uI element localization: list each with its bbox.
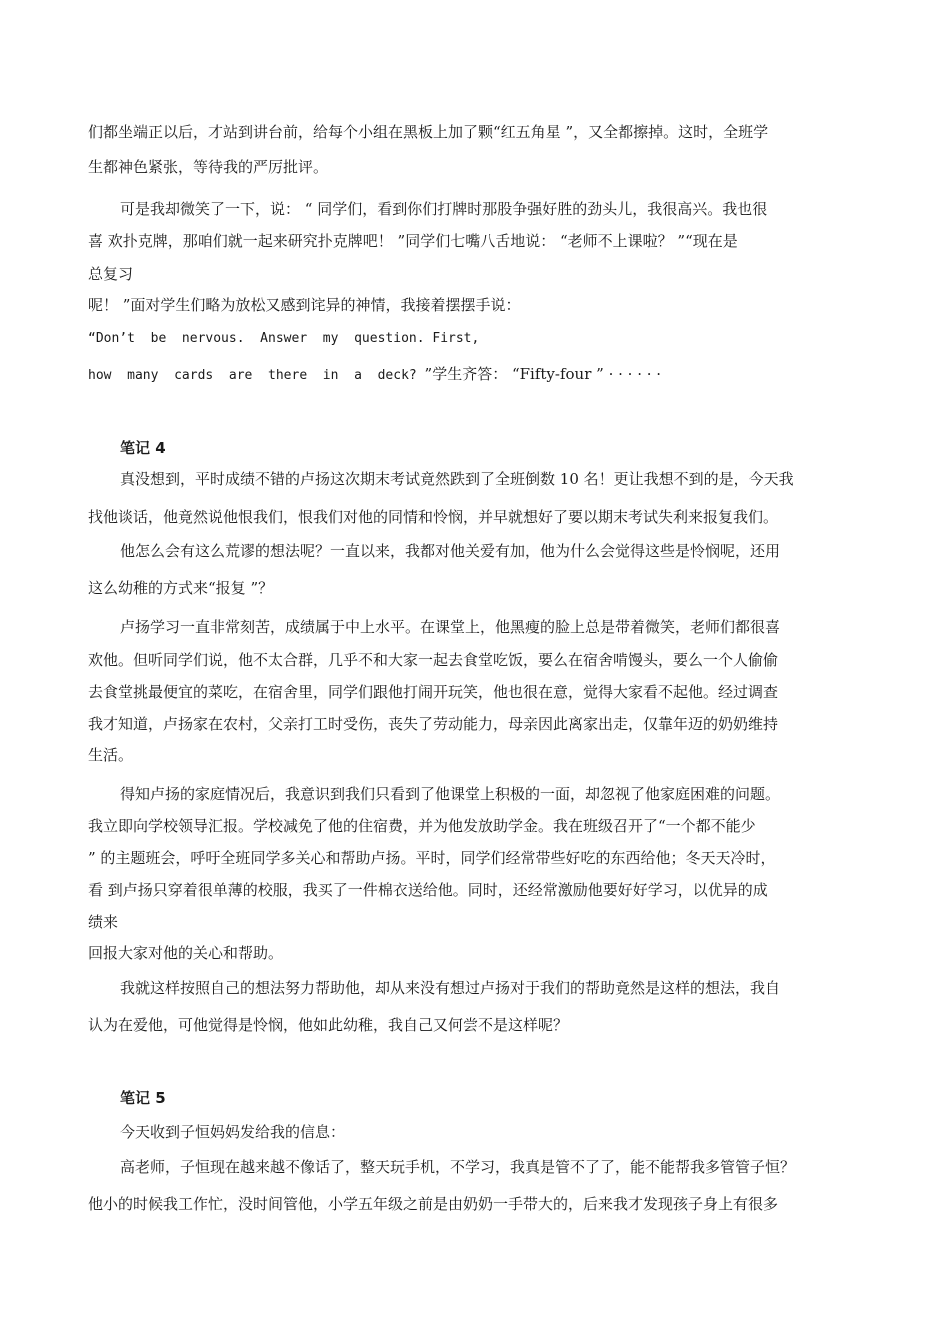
- paragraph-line: 得知卢扬的家庭情况后，我意识到我们只看到了他课堂上积极的一面，却忽视了他家庭困难的问题。: [120, 785, 781, 803]
- paragraph-line: 找他谈话，他竟然说他恨我们，恨我们对他的同情和怜悯，并早就想好了要以期末考试失利来报复我们。: [88, 508, 779, 526]
- paragraph-line: 我就这样按照自己的想法努力帮助他，却从来没有想过卢扬对于我们的帮助竟然是这样的想法，我自: [120, 979, 781, 997]
- paragraph-line: 他怎么会有这么荒谬的想法呢？一直以来，我都对他关爱有加，他为什么会觉得这些是怜悯呢，还用: [120, 542, 781, 560]
- paragraph-line: [88, 364, 868, 386]
- paragraph-line: ” 的主题班会，呼吁全班同学多关心和帮助卢扬。平时，同学们经常带些好吃的东西给他；冬天天冷时，: [88, 849, 776, 867]
- paragraph-line: 他小的时候我工作忙，没时间管他，小学五年级之前是由奶奶一手带大的，后来我才发现孩子身上有很多: [88, 1195, 779, 1213]
- paragraph-line: 去食堂挑最便宜的菜吃，在宿舍里，同学们跟他打闹开玩笑，他也很在意，觉得大家看不起他。经过调查: [88, 683, 779, 701]
- paragraph-line: 真没想到，平时成绩不错的卢扬这次期末考试竟然跌到了全班倒数 10 名！更让我想不到的是，今天我: [120, 470, 794, 488]
- answer-text: ”学生齐答： “Fifty-four ” · · · · · ·: [424, 365, 662, 383]
- paragraph-line: 绩来: [88, 913, 119, 931]
- paragraph-line: 卢扬学习一直非常刻苦，成绩属于中上水平。在课堂上，他黑瘦的脸上总是带着微笑，老师们都很喜: [120, 618, 781, 636]
- paragraph-line: 总复习: [88, 265, 134, 283]
- paragraph-line: 这么幼稚的方式来“报复 ”？: [88, 579, 274, 597]
- paragraph-line: 生都神色紧张，等待我的严厉批评。: [88, 158, 329, 176]
- paragraph-line: 我立即向学校领导汇报。学校减免了他的住宿费，并为他发放助学金。我在班级召开了“一个都不能少: [88, 817, 756, 835]
- paragraph-line: 认为在爱他，可他觉得是怜悯，他如此幼稚，我自己又何尝不是这样呢？: [88, 1016, 569, 1034]
- paragraph-line: 高老师，子恒现在越来越不像话了，整天玩手机，不学习，我真是管不了了，能不能帮我多管管子恒？: [120, 1158, 796, 1176]
- paragraph-line: 喜 欢扑克牌，那咱们就一起来研究扑克牌吧！ ”同学们七嘴八舌地说： “老师不上课啦？ ”“现在是: [88, 232, 738, 250]
- paragraph-line: 生活。: [88, 746, 134, 764]
- paragraph-line: 们都坐端正以后，才站到讲台前，给每个小组在黑板上加了颗“红五角星 ”，又全都擦掉。这时，全班学: [88, 123, 769, 141]
- paragraph-line: 今天收到子恒妈妈发给我的信息：: [120, 1123, 346, 1141]
- paragraph-line: 回报大家对他的关心和帮助。: [88, 944, 284, 962]
- english-text: how many cards are there in a deck?: [88, 368, 425, 383]
- english-line: “Don’t be nervous. Answer my question. First,: [88, 331, 480, 346]
- paragraph-line: 可是我却微笑了一下，说： “ 同学们，看到你们打牌时那股争强好胜的劲头儿，我很高兴。我也很: [120, 200, 768, 218]
- paragraph-line: 看 到卢扬只穿着很单薄的校服，我买了一件棉衣送给他。同时，还经常激励他要好好学习，以优异的成: [88, 881, 768, 899]
- paragraph-line: 呢！ ”面对学生们略为放松又感到诧异的神情，我接着摆摆手说：: [88, 296, 521, 314]
- paragraph-line: 欢他。但听同学们说，他不太合群，几乎不和大家一起去食堂吃饭，要么在宿舍啃馒头，要么一个人偷偷: [88, 651, 779, 669]
- paragraph-line: 我才知道，卢扬家在农村，父亲打工时受伤，丧失了劳动能力，母亲因此离家出走，仅靠年迈的奶奶维持: [88, 715, 779, 733]
- section-heading: 笔记 4: [120, 439, 166, 457]
- section-heading: 笔记 5: [120, 1089, 166, 1107]
